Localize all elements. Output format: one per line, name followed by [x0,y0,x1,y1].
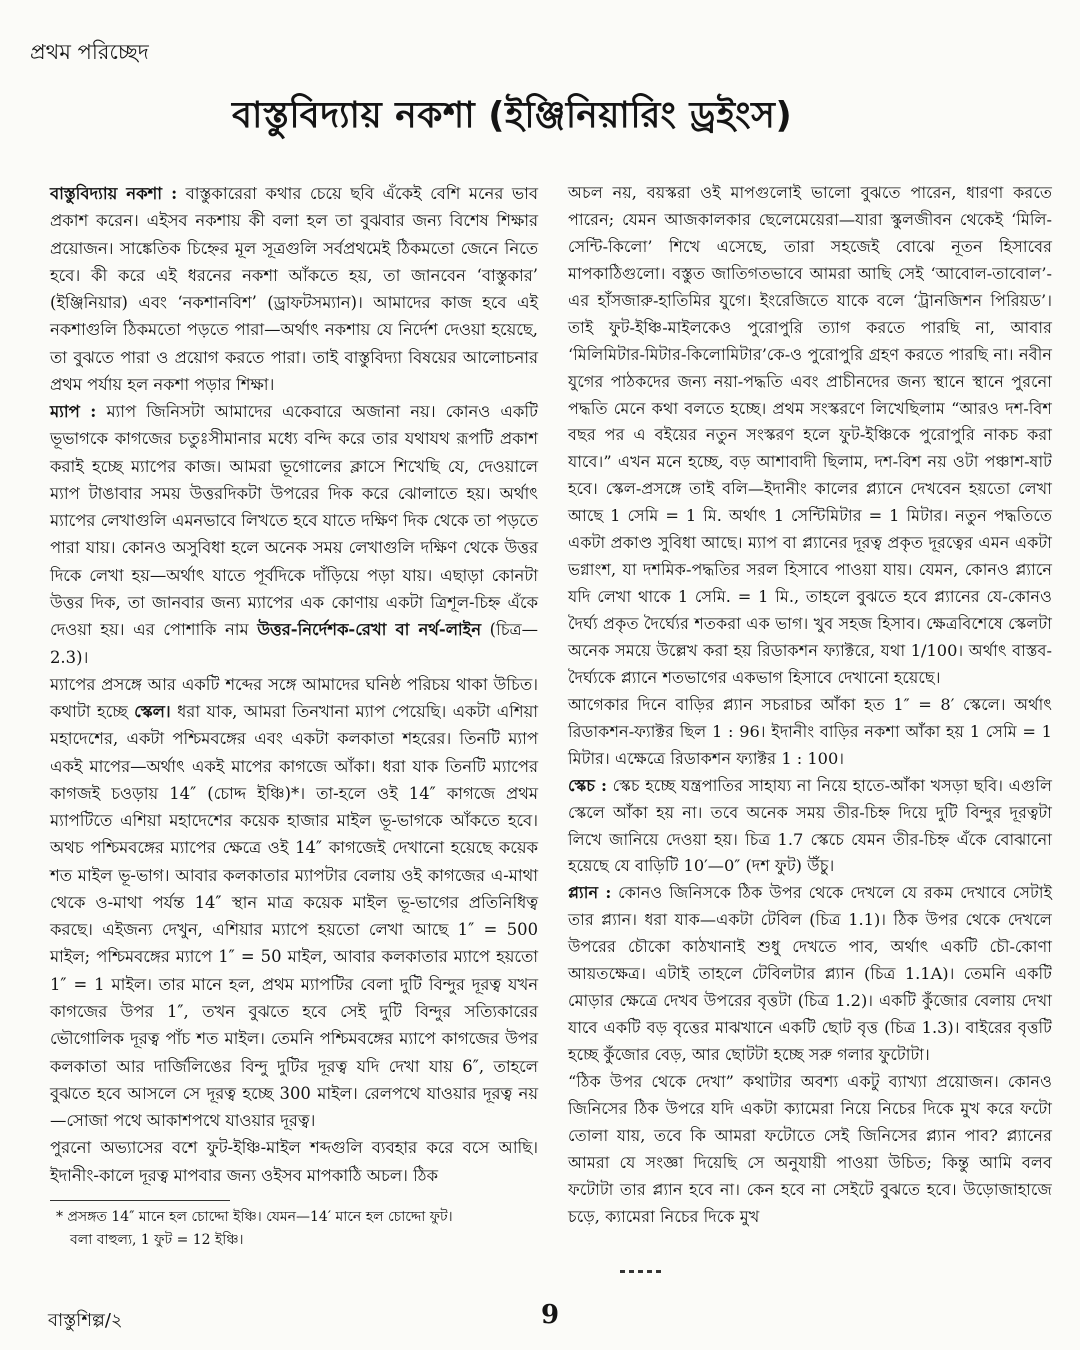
page-number: 9 [541,1300,560,1330]
footnote-line: বলা বাহুল্য, 1 ফুট = 12 ইঞ্চি। [70,1232,244,1248]
paragraph-drawing [50,180,538,398]
right-column [568,180,1052,1231]
term-map: ম্যাপ : [50,402,97,422]
chapter-heading: প্রথম পরিচ্ছেদ [30,40,149,64]
paragraph-text: ম্যাপ জিনিসটা আমাদের একেবারে অজানা নয়। কোনও একটি ভূভাগকে কাগজের চতুঃসীমানার মধ্যে বন্দি করে তার যথাযথ রূপটি প্রকাশ করাই হচ্ছে ম্যাপের কাজ। আমরা ভূগোলের ক্লাসে শিখেছি যে, দেওয়ালে ম্যাপ টাঙাবার সময় উত্তরদিকটা উপরের দিক করে ঝোলাতে হয়। অর্থাৎ ম্যাপের লেখাগুলি এমনভাবে লিখতে হবে যাতে দক্ষিণ দিক থেকে তা পড়তে পারা যায়। কোনও অসুবিধা হলে অনেক সময় লেখাগুলি দক্ষিণ থেকে উত্তর দিকে লেখা হয়—অর্থাৎ যাতে পূর্বদিকে দাঁড়িয়ে পড়া যায়। এছাড়া কোনটা উত্তর দিক, তা জানবার জন্য ম্যাপের এক কোণায় একটা ত্রিশূল-চিহ্ন এঁকে দেওয়া হয়। এর পোশাকি নাম [50,402,538,640]
paragraph-old-scale: আগেকার দিনে বাড়ির প্ল্যান সচরাচর আঁকা হত 1″ = 8′ স্কেলে। অর্থাৎ রিডাকশন-ফ্যাক্টর ছিল 1 : 96। ইদানীং বাড়ির নকশা আঁকা হয় 1 সেমি = 1 মিটার। এক্ষেত্রে রিডাকশন ফ্যাক্টর 1 : 100। [568,694,1052,768]
paragraph-plan [568,880,1052,1069]
scale-term: স্কেল। [134,702,171,722]
left-column [50,180,538,1189]
paragraph-text: ধরা যাক, আমরা তিনখানা ম্যাপ পেয়েছি। একটা এশিয়া মহাদেশের, একটা পশ্চিমবঙ্গের এবং একটা কলকাতা শহরের। তিনটি ম্যাপ একই মাপের—অর্থাৎ একই মাপের কাগজে আঁকা। ধরা যাক তিনটি ম্যাপের কাগজই চওড়ায় 14″ (চোদ্দ ইঞ্চি)*। তা-হলে ওই 14″ কাগজে প্রথম ম্যাপটিতে এশিয়া মহাদেশের কয়েক হাজার মাইল ভূ-ভাগকে আঁকতে হবে। অথচ পশ্চিমবঙ্গের ম্যাপের ক্ষেত্রে ওই 14″ কাগজেই দেখানো হয়েছে কয়েক শত মাইল ভূ-ভাগ। আবার কলকাতার ম্যাপটার বেলায় ওই কাগজের এ-মাথা থেকে ও-মাথা পর্যন্ত 14″ স্থান মাত্র কয়েক মাইল ভূ-ভাগের প্রতিনিধিত্ব করছে। এইজন্য দেখুন, এশিয়ার ম্যাপে হয়তো লেখা আছে 1″ = 500 মাইল; পশ্চিমবঙ্গের ম্যাপে 1″ = 50 মাইল, আবার কলকাতার ম্যাপে হয়তো 1″ = 1 মাইল। তার মানে হল, প্রথম ম্যাপটির বেলা দুটি বিন্দুর দূরত্ব যখন কাগজের উপর 1″, তখন বুঝতে হবে সেই দুটি বিন্দুর সত্যিকারের ভৌগোলিক দূরত্ব পাঁচ শত মাইল। তেমনি পশ্চিমবঙ্গের ম্যাপে কাগজের উপর কলকাতা আর দার্জিলিঙের বিন্দু দুটির দূরত্ব যদি দেখা যায় 6″, তাহলে বুঝতে হবে আসলে সে দূরত্ব হচ্ছে 300 মাইল। রেলপথে যাওয়ার দূরত্ব নয়—সোজা পথে আকাশপথে যাওয়ার দূরত্ব। [50,702,538,1131]
paragraph-map [50,398,538,671]
paragraph-text: (চিত্র—2.3)। [50,620,538,667]
footnote [56,1206,536,1252]
page-title: বাস্তুবিদ্যায় নকশা (ইঞ্জিনিয়ারিং ড্রইংস) [232,95,793,136]
paragraph-text: কোনও জিনিসকে ঠিক উপর থেকে দেখলে যে রকম দেখাবে সেটাই তার প্ল্যান। ধরা যাক—একটা টেবিল (চিত্র 1.1)। ঠিক উপর থেকে দেখলে উপরের চৌকো কাঠখানাই শুধু দেখতে পাব, অর্থাৎ একটি চৌ-কোণা আয়তক্ষেত্র। এটাই তাহলে টেবিলটার প্ল্যান (চিত্র 1.1A)। তেমনি একটি মোড়ার ক্ষেত্রে দেখব উপরের বৃত্তটা (চিত্র 1.2)। একটি কুঁজোর বেলায় দেখা যাবে একটি বড় বৃত্তের মাঝখানে একটি ছোট বৃত্ত (চিত্র 1.3)। বাইরের বৃত্তটি হচ্ছে কুঁজোর বেড়, আর ছোটটা হচ্ছে সরু গলার ফুটোটা। [568,883,1052,1064]
print-smudge [620,1270,664,1273]
paragraph-scale [50,671,538,1135]
book-signature: বাস্তুশিল্প/২ [48,1310,123,1331]
paragraph-view-from-above: “ঠিক উপর থেকে দেখা” কথাটার অবশ্য একটু ব্যাখ্যা প্রয়োজন। কোনও জিনিসের ঠিক উপরে যদি একটা ক্যামেরা নিয়ে নিচের দিকে মুখ করে ফটো তোলা যায়, তবে কি আমরা ফটোতে সেই জিনিসের প্ল্যান পাব? প্ল্যানের আমরা যে সংজ্ঞা দিয়েছি সে অনুযায়ী পাওয়া উচিত; কিন্তু আমি বলব ফটোটা তার প্ল্যান হবে না। কেন হবে না সেইটে বুঝতে হবে। উড়োজাহাজে চড়ে, ক্যামেরা নিচের দিকে মুখ [568,1071,1052,1226]
paragraph-text: স্কেচ হচ্ছে যন্ত্রপাতির সাহায্য না নিয়ে হাতে-আঁকা খসড়া ছবি। এগুলি স্কেলে আঁকা হয় না। তবে অনেক সময় তীর-চিহ্ন দিয়ে দুটি বিন্দুর দূরত্বটা লিখে জানিয়ে দেওয়া হয়। চিত্র 1.7 স্কেচে যেমন তীর-চিহ্ন এঁকে বোঝানো হয়েছে যে বাড়িটি 10′—0″ (দশ ফুট) উঁচু। [568,775,1053,876]
north-line-term: উত্তর-নির্দেশক-রেখা বা নর্থ-লাইন [257,620,481,640]
footnote-divider [50,1200,230,1201]
term-sketch: স্কেচ : [568,775,608,795]
term-drawing: বাস্তুবিদ্যায় নকশা : [50,184,178,203]
paragraph-continued: অচল নয়, বয়স্করা ওই মাপগুলোই ভালো বুঝতে পারেন, ধারণা করতে পারেন; যেমন আজকালকার ছেলেমেয়েরা—যারা স্কুলজীবন থেকেই ‘মিলি-সেন্টি-কিলো’ শিখে এসেছে, তারা সহজেই বোঝে নূতন হিসাবের মাপকাঠিগুলো। বস্তুত জাতিগতভাবে আমরা আছি সেই ‘আবোল-তাবোল’-এর হাঁসজারু-হাতিমির যুগে। ইংরেজিতে যাকে বলে ‘ট্রানজিশন পিরিয়ড’। তাই ফুট-ইঞ্চি-মাইলকেও পুরোপুরি ত্যাগ করতে পারছি না, আবার ‘মিলিমিটার-মিটার-কিলোমিটার’কে-ও পুরোপুরি গ্রহণ করতে পারছি না। নবীন যুগের পাঠকদের জন্য নয়া-পদ্ধতি এবং প্রাচীনদের জন্য স্থানে স্থানে পুরনো পদ্ধতি মেনে কথা বলতে হচ্ছে। প্রথম সংস্করণে লিখেছিলাম “আরও দশ-বিশ বছর পর এ বইয়ের নতুন সংস্করণ হলে ফুট-ইঞ্চিকে পুরোপুরি নাকচ করা যাবে।” এখন মনে হচ্ছে, বড় আশাবাদী ছিলাম, দশ-বিশ নয় ওটা পঞ্চাশ-ষাট হবে। স্কেল-প্রসঙ্গে তাই বলি—ইদানীং কালের প্ল্যানে দেখবেন হয়তো লেখা আছে 1 সেমি = 1 মি. অর্থাৎ 1 সেন্টিমিটার = 1 মিটার। নতুন পদ্ধতিতে একটা প্রকাণ্ড সুবিধা আছে। ম্যাপ বা প্ল্যানের দূরত্ব প্রকৃত দূরত্বের এমন একটা ভগ্নাংশ, যা দশমিক-পদ্ধতির সরল হিসাবে পাওয়া যায়। যেমন, কোনও প্ল্যানে যদি লেখা থাকে 1 সেমি. = 1 মি., তাহলে বুঝতে হবে প্ল্যানের যে-কোনও দৈর্ঘ্য প্রকৃত দৈর্ঘ্যের শতকরা এক ভাগ। খুব সহজ হিসাব। ক্ষেত্রবিশেষে স্কেলটা অনেক সময়ে উল্লেখ করা হয় রিডাকশন ফ্যাক্টরে, যথা 1/100। অর্থাৎ বাস্তব-দৈর্ঘ্যকে প্ল্যানে শতভাগের একভাগ হিসাবে দেখানো হয়েছে। [568,183,1052,687]
term-plan: প্ল্যান : [568,883,612,903]
footnote-line: * প্রসঙ্গত 14″ মানে হল চোদ্দো ইঞ্চি। যেমন—14′ মানে হল চোদ্দো ফুট। [56,1209,453,1225]
paragraph-sketch [568,773,1052,881]
paragraph-old-units: পুরনো অভ্যাসের বশে ফুট-ইঞ্চি-মাইল শব্দগুলি ব্যবহার করে বসে আছি। ইদানীং-কালে দূরত্ব মাপবার জন্য ওইসব মাপকাঠি অচল। ঠিক [50,1138,538,1185]
paragraph-text: বাস্তুকারেরা কথার চেয়ে ছবি এঁকেই বেশি মনের ভাব প্রকাশ করেন। এইসব নকশায় কী বলা হল তা বুঝবার জন্য বিশেষ শিক্ষার প্রয়োজন। সাঙ্কেতিক চিহ্নের মূল সূত্রগুলি সর্বপ্রথমেই ঠিকমতো জেনে নিতে হবে। কী করে এই ধরনের নকশা আঁকতে হয়, তা জানবেন ‘বাস্তুকার’ (ইঞ্জিনিয়ার) এবং ‘নকশানবিশ’ (ড্রাফটসম্যান)। আমাদের কাজ হবে এই নকশাগুলি ঠিকমতো পড়তে পারা—অর্থাৎ নকশায় যে নির্দেশ দেওয়া হয়েছে, তা বুঝতে পারা ও প্রয়োগ করতে পারা। তাই বাস্তুবিদ্যা বিষয়ের আলোচনার প্রথম পর্যায় হল নকশা পড়ার শিক্ষা। [50,184,538,394]
paragraph-text: ম্যাপের প্রসঙ্গে আর একটি শব্দের সঙ্গে আমাদের ঘনিষ্ঠ পরিচয় থাকা উচিত। কথাটা হচ্ছে [50,674,538,722]
